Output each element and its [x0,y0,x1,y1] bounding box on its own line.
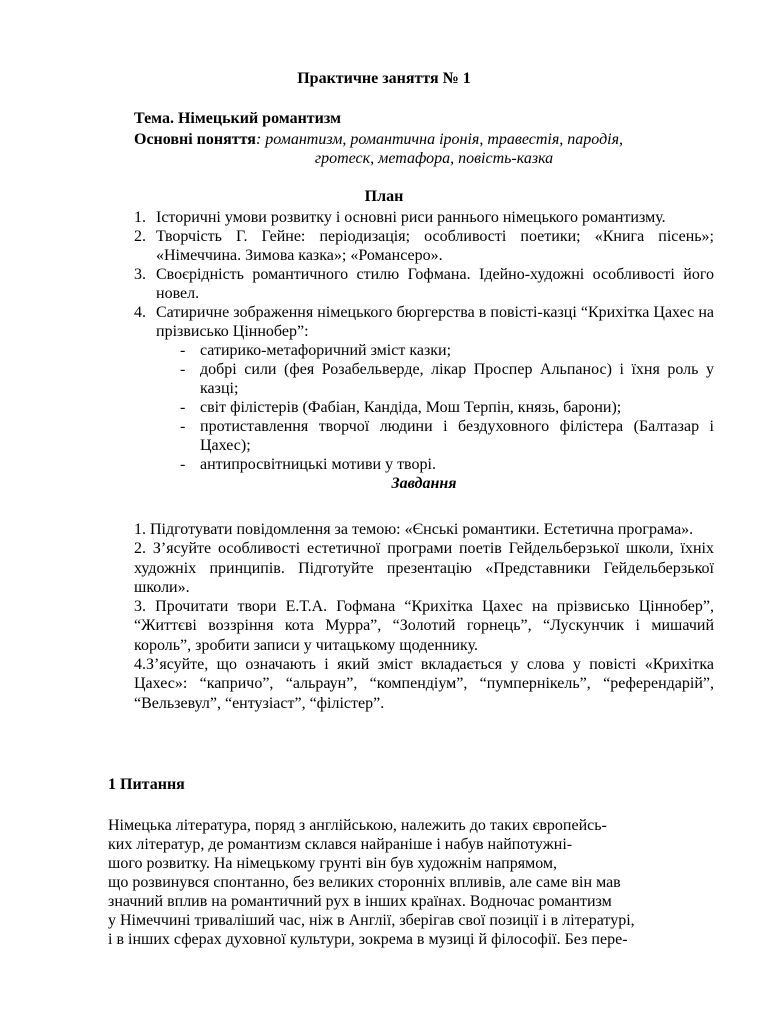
section-body [108,816,728,949]
plan-subitem-text: антипросвітницькі мотиви у творі. [200,456,436,473]
key-concepts [134,130,724,168]
body-line: що розвинувся спонтанно, без великих сторонніх впливів, але саме він мав [108,874,621,891]
plan-subitem [134,417,714,455]
plan-subitem-text: сатирико-метафоричний зміст казки; [200,342,452,359]
task-item: 3. Прочитати твори Е.Т.А. Гофмана “Крихітка Цахес на прізвисько Ціннобер”, “Життєві воззріння кота Мурра”, “Золотий горнець”, “Лускунчик і мишачий король”, зробити записи у читацькому щоденнику. [134,598,714,654]
dash-bullet: - [180,418,186,435]
tasks-list [134,520,714,713]
plan-item-number: 4. [134,304,146,321]
plan-subitem [134,455,714,474]
plan-item-text: Творчість Г. Гейне: періодизація; особливості поетики; «Книга пісень»; «Німеччина. Зимова казка»; «Романсеро». [156,228,714,264]
body-line: у Німеччині триваліший час, ніж в Англії, зберігав свої позиції і в літературі, [108,912,635,929]
concepts-label: Основні поняття [134,131,256,148]
body-line: шого розвитку. На німецькому грунті він був художнім напрямом, [108,855,558,872]
plan-subitem [134,341,714,360]
plan-item [134,208,714,227]
section-heading: 1 Питання [108,776,185,793]
plan-item-number: 3. [134,266,146,283]
dash-bullet: - [180,361,186,378]
concepts-line-2: гротеск, метафора, повість-казка [314,150,554,167]
plan-subitem-text: добрі сили (фея Розабельверде, лікар Проспер Альпанос) і їхня роль у казці; [200,361,714,397]
plan-subitem-text: протиставлення творчої людини і бездуховного філістера (Балтазар і Цахес); [200,418,714,454]
plan-subitem [134,360,714,398]
plan-subitem [134,398,714,417]
concepts-line-1: : романтизм, романтична іронія, травестія, пародія, [255,131,624,148]
plan-heading: План [364,188,404,205]
plan-item-number: 1. [134,209,146,226]
plan-item-number: 2. [134,228,146,245]
plan-item [134,227,714,265]
task-item: 2. З’ясуйте особливості естетичної програми поетів Гейдельберзької школи, їхніх художніх принципів. Підготуйте презентацію «Представники Гейдельберзької школи». [134,540,714,596]
plan-item [134,303,714,341]
tasks-heading: Завдання [391,475,457,492]
body-line: ких літератур, де романтизм склався найраніше і набув найпотужні- [108,836,573,853]
dash-bullet: - [180,342,186,359]
plan-item [134,265,714,303]
dash-bullet: - [180,456,186,473]
plan-item-text: Історичні умови розвитку і основні риси раннього німецького романтизму. [156,209,666,226]
body-line: Німецька література, поряд з англійською, належить до таких європейсь- [108,817,607,834]
topic-heading: Тема. Німецький романтизм [134,110,341,127]
body-line: і в інших сферах духовної культури, зокрема в музиці й філософії. Без пере- [108,931,628,948]
plan-item-text: Сатиричне зображення німецького бюргерства в повісті-казці “Крихітка Цахес на прізвисько Ціннобер”: [156,304,714,340]
page-title: Практичне заняття № 1 [297,70,471,87]
body-line: значний вплив на романтичний рух в інших країнах. Водночас романтизм [108,893,612,910]
plan-item-text: Своєрідність романтичного стилю Гофмана. Ідейно-художні особливості його новел. [156,266,714,302]
task-item: 4.З’ясуйте, що означають і який зміст вкладається у слова у повісті «Крихітка Цахес»: “капричо”, “альраун”, “компендіум”, “пумпернікель”, “референдарій”, “Вельзевул”, “ентузіаст”, “філістер”. [134,656,714,712]
plan-list [134,208,714,493]
task-item: 1. Підготувати повідомлення за темою: «Єнські романтики. Естетична програма». [134,521,694,538]
dash-bullet: - [180,399,186,416]
plan-subitem-text: світ філістерів (Фабіан, Кандіда, Мош Терпін, князь, барони); [200,399,622,416]
